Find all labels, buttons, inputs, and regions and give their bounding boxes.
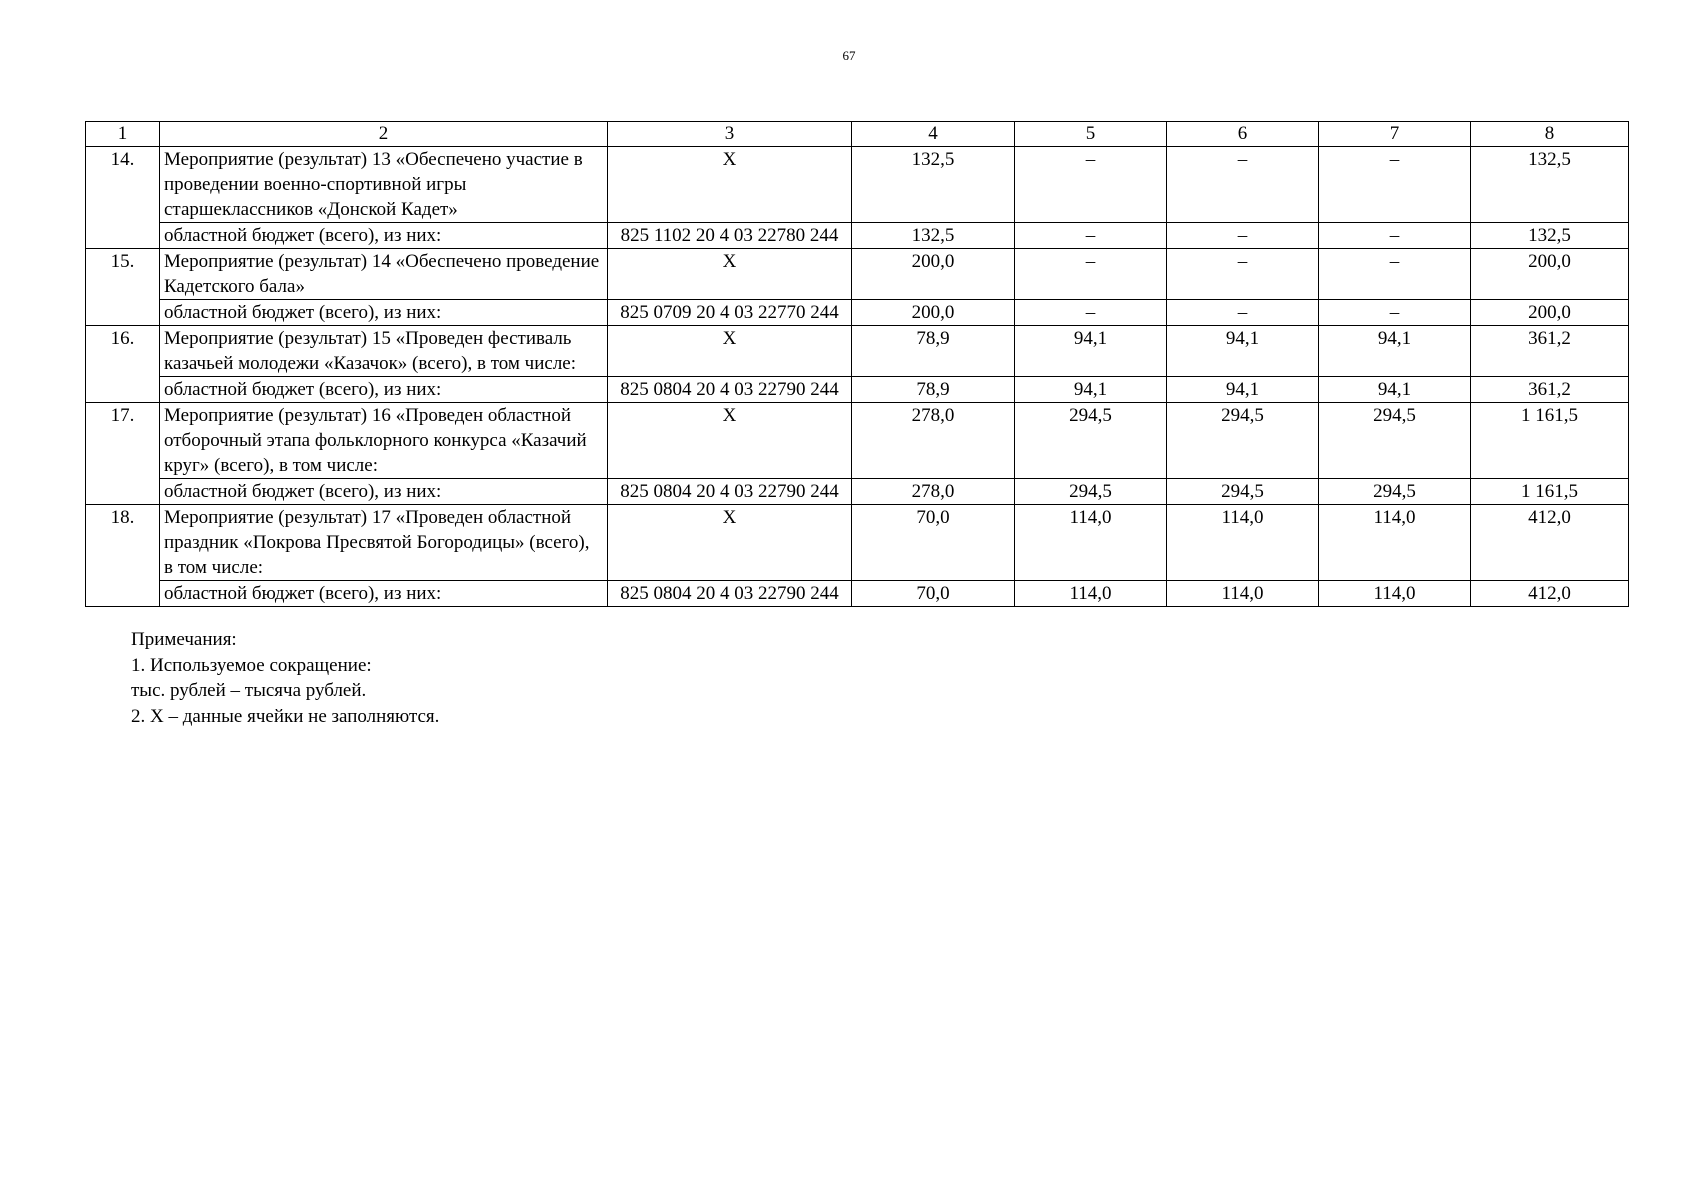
amount-cell: 294,5	[1167, 479, 1319, 505]
budget-code: X	[608, 505, 852, 581]
amount-cell: 78,9	[852, 377, 1015, 403]
budget-code: X	[608, 326, 852, 377]
row-number: 15.	[86, 249, 160, 326]
activity-description: Мероприятие (результат) 14 «Обеспечено проведение Кадетского бала»	[160, 249, 608, 300]
header-cell: 6	[1167, 122, 1319, 147]
amount-cell: –	[1319, 223, 1471, 249]
budget-source: областной бюджет (всего), из них:	[160, 223, 608, 249]
header-cell: 8	[1471, 122, 1629, 147]
amount-cell: 114,0	[1167, 505, 1319, 581]
amount-cell: 294,5	[1015, 479, 1167, 505]
header-cell: 7	[1319, 122, 1471, 147]
row-number: 18.	[86, 505, 160, 607]
note-line: 1. Используемое сокращение:	[131, 654, 372, 676]
amount-cell: 78,9	[852, 326, 1015, 377]
table-row	[86, 300, 1629, 326]
header-cell: 5	[1015, 122, 1167, 147]
notes-title: Примечания:	[131, 629, 237, 650]
amount-cell: –	[1015, 147, 1167, 223]
amount-cell: –	[1319, 300, 1471, 326]
page-number: 67	[842, 48, 856, 63]
amount-cell: 278,0	[852, 479, 1015, 505]
table-row	[86, 249, 1629, 300]
amount-cell: 70,0	[852, 581, 1015, 607]
table-row	[86, 326, 1629, 377]
amount-cell: 200,0	[852, 300, 1015, 326]
amount-cell: 114,0	[1015, 505, 1167, 581]
notes	[131, 627, 439, 729]
amount-cell: 94,1	[1015, 377, 1167, 403]
row-number: 14.	[86, 147, 160, 249]
budget-code: 825 0709 20 4 03 22770 244	[608, 300, 852, 326]
amount-cell: 294,5	[1167, 403, 1319, 479]
amount-cell: 294,5	[1319, 479, 1471, 505]
budget-source: областной бюджет (всего), из них:	[160, 300, 608, 326]
amount-cell: –	[1167, 147, 1319, 223]
amount-cell: 200,0	[852, 249, 1015, 300]
budget-code: 825 0804 20 4 03 22790 244	[608, 581, 852, 607]
budget-code: 825 0804 20 4 03 22790 244	[608, 479, 852, 505]
header-cell: 4	[852, 122, 1015, 147]
activity-description: Мероприятие (результат) 13 «Обеспечено участие в проведении военно-спортивной игры старшеклассников «Донской Кадет»	[160, 147, 608, 223]
activity-description: Мероприятие (результат) 17 «Проведен областной праздник «Покрова Пресвятой Богородицы» (всего), в том числе:	[160, 505, 608, 581]
amount-cell: 94,1	[1167, 326, 1319, 377]
amount-cell: 70,0	[852, 505, 1015, 581]
amount-cell: 132,5	[852, 223, 1015, 249]
amount-cell: 1 161,5	[1471, 403, 1629, 479]
amount-cell: 361,2	[1471, 377, 1629, 403]
amount-cell: 94,1	[1319, 326, 1471, 377]
table-row	[86, 377, 1629, 403]
budget-code: X	[608, 403, 852, 479]
amount-cell: 200,0	[1471, 249, 1629, 300]
amount-cell: 278,0	[852, 403, 1015, 479]
amount-cell: 114,0	[1167, 581, 1319, 607]
activity-description: Мероприятие (результат) 16 «Проведен областной отборочный этапа фольклорного конкурса «Казачий круг» (всего), в том числе:	[160, 403, 608, 479]
budget-code: 825 0804 20 4 03 22790 244	[608, 377, 852, 403]
budget-source: областной бюджет (всего), из них:	[160, 479, 608, 505]
amount-cell: 114,0	[1015, 581, 1167, 607]
row-number: 17.	[86, 403, 160, 505]
table-row	[86, 223, 1629, 249]
amount-cell: 94,1	[1319, 377, 1471, 403]
amount-cell: 294,5	[1319, 403, 1471, 479]
table-row	[86, 505, 1629, 581]
budget-table	[85, 121, 1629, 607]
amount-cell: –	[1015, 223, 1167, 249]
table-row	[86, 581, 1629, 607]
amount-cell: 294,5	[1015, 403, 1167, 479]
amount-cell: –	[1167, 223, 1319, 249]
amount-cell: 132,5	[1471, 223, 1629, 249]
amount-cell: 200,0	[1471, 300, 1629, 326]
budget-code: X	[608, 147, 852, 223]
header-cell: 1	[86, 122, 160, 147]
budget-source: областной бюджет (всего), из них:	[160, 377, 608, 403]
amount-cell: 1 161,5	[1471, 479, 1629, 505]
amount-cell: –	[1167, 249, 1319, 300]
amount-cell: 114,0	[1319, 581, 1471, 607]
header-cell: 2	[160, 122, 608, 147]
note-line: 2. Х – данные ячейки не заполняются.	[131, 705, 440, 727]
note-line: тыс. рублей – тысяча рублей.	[131, 680, 367, 701]
row-number: 16.	[86, 326, 160, 403]
budget-code: X	[608, 249, 852, 300]
amount-cell: –	[1319, 147, 1471, 223]
amount-cell: –	[1167, 300, 1319, 326]
budget-source: областной бюджет (всего), из них:	[160, 581, 608, 607]
amount-cell: 361,2	[1471, 326, 1629, 377]
amount-cell: –	[1015, 249, 1167, 300]
amount-cell: –	[1319, 249, 1471, 300]
budget-code: 825 1102 20 4 03 22780 244	[608, 223, 852, 249]
amount-cell: 412,0	[1471, 581, 1629, 607]
header-row	[86, 122, 1629, 147]
table-row	[86, 479, 1629, 505]
header-cell: 3	[608, 122, 852, 147]
amount-cell: 132,5	[1471, 147, 1629, 223]
amount-cell: 114,0	[1319, 505, 1471, 581]
amount-cell: 94,1	[1167, 377, 1319, 403]
amount-cell: 132,5	[852, 147, 1015, 223]
table-row	[86, 403, 1629, 479]
amount-cell: 412,0	[1471, 505, 1629, 581]
activity-description: Мероприятие (результат) 15 «Проведен фестиваль казачьей молодежи «Казачок» (всего), в том числе:	[160, 326, 608, 377]
table-row	[86, 147, 1629, 223]
amount-cell: 94,1	[1015, 326, 1167, 377]
amount-cell: –	[1015, 300, 1167, 326]
